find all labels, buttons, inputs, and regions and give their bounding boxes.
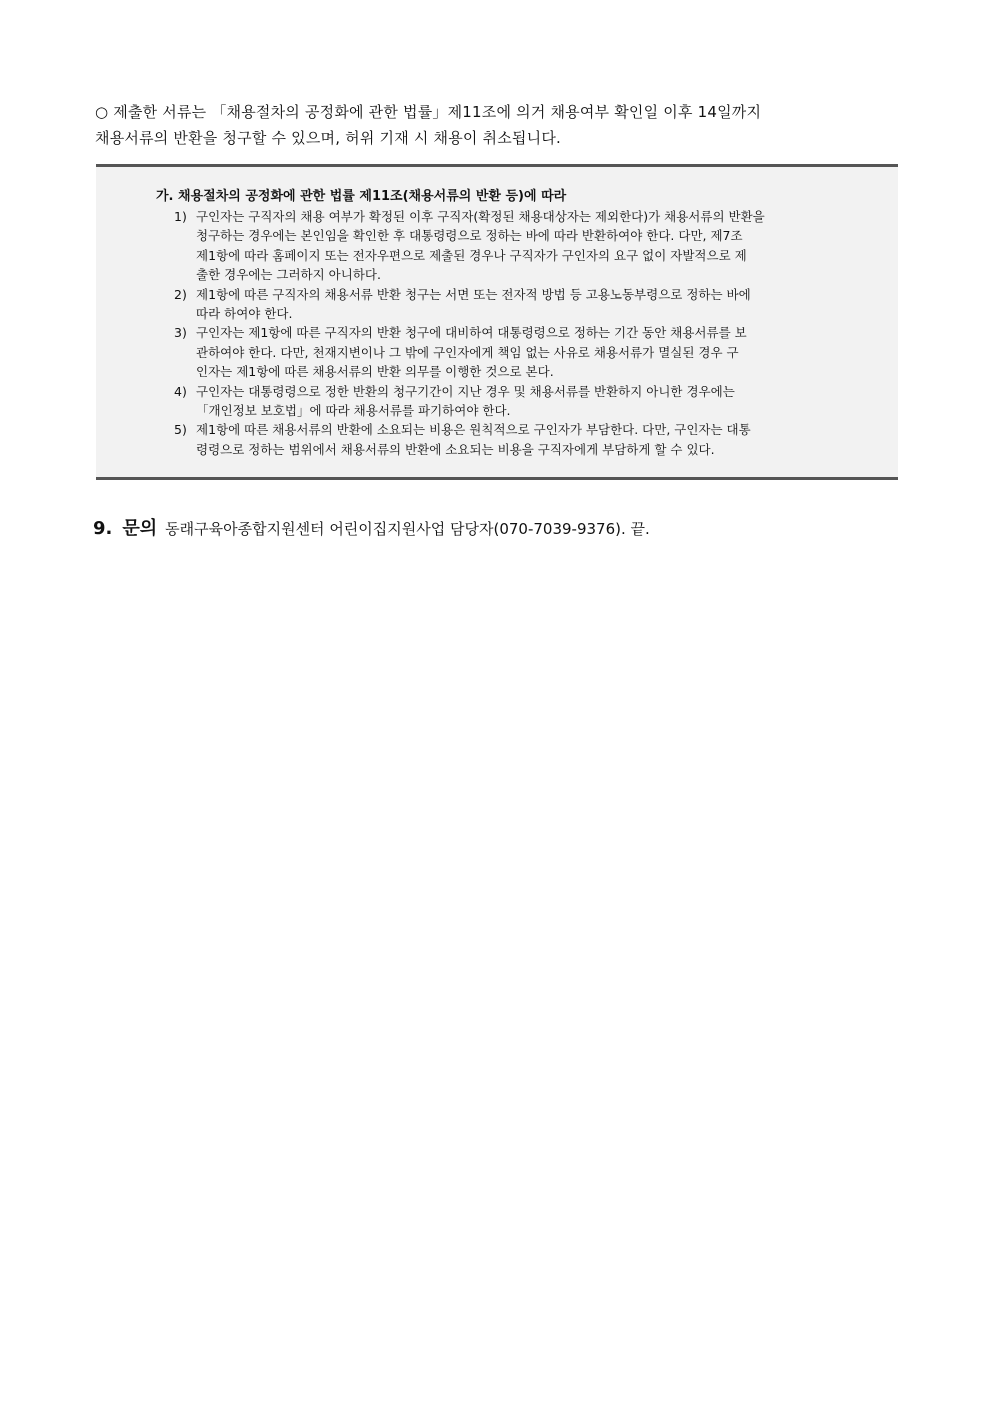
clause-line: 관하여야 한다. 다만, 천재지변이나 그 밖에 구인자에게 책임 없는 사유로 채용서류가 멸실된 경우 구 — [196, 344, 739, 360]
legal-notice-box — [96, 164, 898, 480]
clause-line: 구인자는 대통령령으로 정한 반환의 청구기간이 지난 경우 및 채용서류를 반환하지 아니한 경우에는 — [196, 383, 735, 399]
clause-text — [196, 323, 864, 381]
intro-notice — [95, 99, 895, 151]
clause-line: 청구하는 경우에는 본인임을 확인한 후 대통령령으로 정하는 바에 따라 반환하여야 한다. 다만, 제7조 — [196, 228, 743, 244]
clause-line: 령령으로 정하는 범위에서 채용서류의 반환에 소요되는 비용을 구직자에게 부담하게 할 수 있다. — [196, 441, 715, 457]
section-number: 9. — [93, 518, 113, 539]
clause-number: 2) — [174, 286, 187, 302]
clause-number: 4) — [174, 383, 187, 399]
legal-clause-4 — [174, 382, 864, 421]
legal-clause-2 — [174, 285, 864, 324]
legal-clause-3 — [174, 323, 864, 381]
clause-line: 제1항에 따라 홈페이지 또는 전자우편으로 제출된 경우나 구직자가 구인자의 요구 없이 자발적으로 제 — [196, 247, 747, 263]
clause-text — [196, 420, 864, 459]
legal-clause-5 — [174, 420, 864, 459]
intro-line-1: ○ 제출한 서류는 「채용절차의 공정화에 관한 법률」제11조에 의거 채용여부 확인일 이후 14일까지 — [95, 103, 762, 121]
clause-line: 구인자는 구직자의 채용 여부가 확정된 이후 구직자(확정된 채용대상자는 제외한다)가 채용서류의 반환을 — [196, 209, 765, 224]
clause-text — [196, 285, 864, 324]
legal-clause-list — [174, 207, 864, 459]
contact-section — [93, 515, 650, 543]
clause-number: 1) — [174, 209, 187, 224]
clause-line: 구인자는 제1항에 따른 구직자의 반환 청구에 대비하여 대통령령으로 정하는 기간 동안 채용서류를 보 — [196, 325, 747, 341]
clause-text — [196, 382, 864, 421]
clause-number: 5) — [174, 422, 187, 438]
legal-clause-1 — [174, 207, 864, 285]
legal-notice-heading: 가. 채용절차의 공정화에 관한 법률 제11조(채용서류의 반환 등)에 따라 — [156, 189, 567, 204]
clause-line: 출한 경우에는 그러하지 아니하다. — [196, 267, 381, 283]
clause-number: 3) — [174, 325, 187, 341]
clause-line: 인자는 제1항에 따른 채용서류의 반환 의무를 이행한 것으로 본다. — [196, 364, 554, 380]
clause-line: 따라 하여야 한다. — [196, 306, 293, 322]
intro-line-2: 채용서류의 반환을 청구할 수 있으며, 허위 기재 시 채용이 취소됩니다. — [95, 129, 561, 147]
section-title: 문의 — [122, 518, 158, 539]
clause-line: 제1항에 따른 채용서류의 반환에 소요되는 비용은 원칙적으로 구인자가 부담한다. 다만, 구인자는 대통 — [196, 422, 751, 438]
clause-line: 「개인정보 보호법」에 따라 채용서류를 파기하여야 한다. — [196, 403, 511, 419]
contact-info: 동래구육아종합지원센터 어린이집지원사업 담당자(070-7039-9376). 끝. — [165, 520, 650, 538]
clause-line: 제1항에 따른 구직자의 채용서류 반환 청구는 서면 또는 전자적 방법 등 고용노동부령으로 정하는 바에 — [196, 286, 751, 302]
clause-text — [196, 207, 864, 285]
